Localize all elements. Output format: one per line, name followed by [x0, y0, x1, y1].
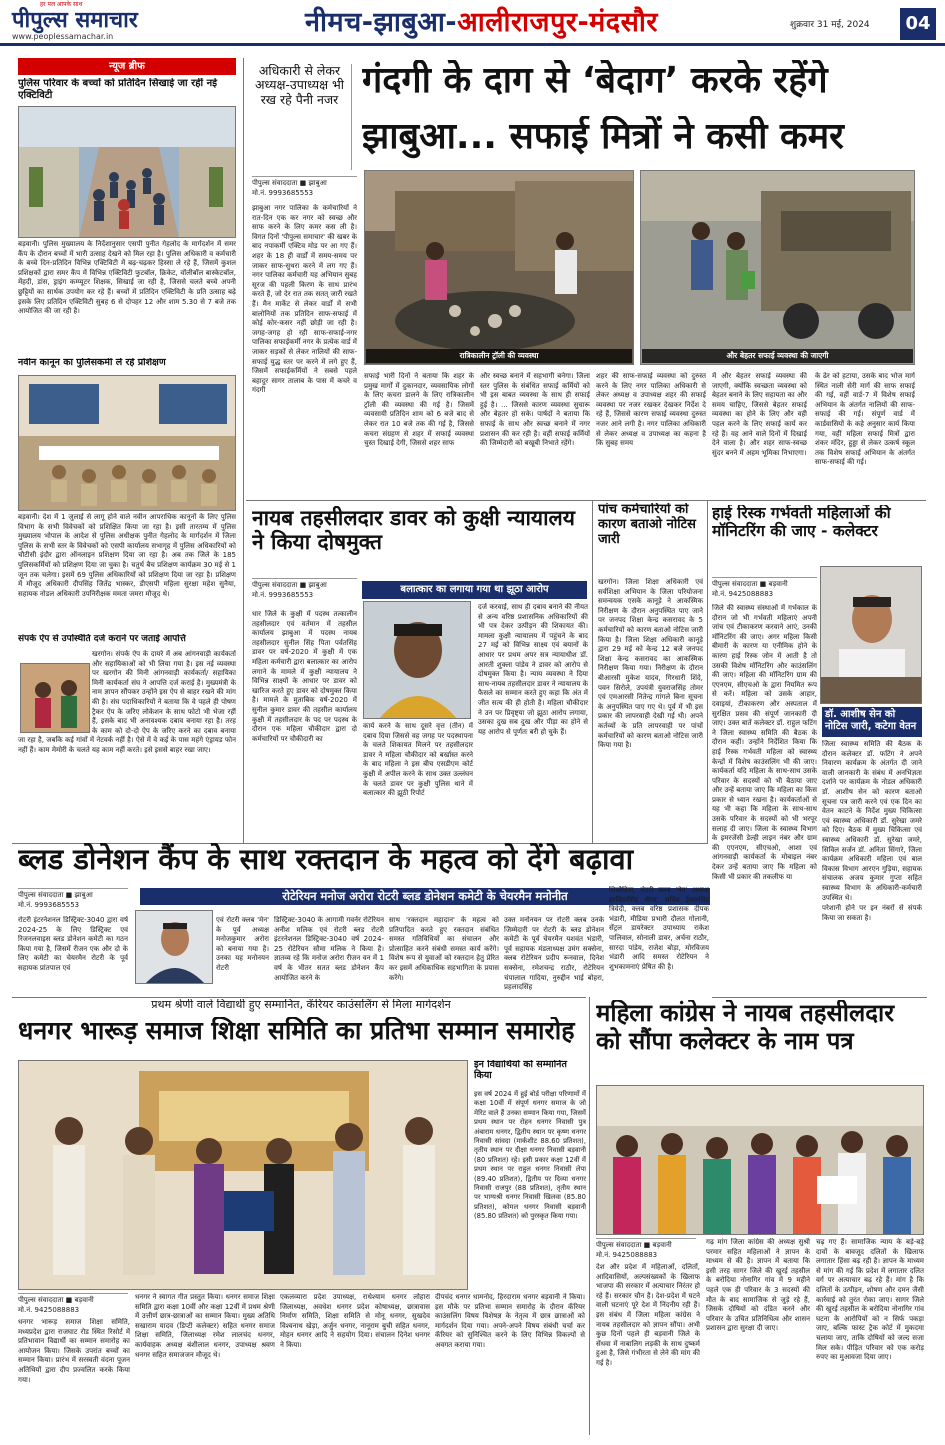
lead-col-5: में और बेहतर सफाई व्यवस्था की जाएगी, क्योंकि स्वच्छता व्यवस्था को बेहतर बनाने के लिए सहायता का और समय चाहिए, जिससे बेहतर सफाई व्यवस्था का होने के लिए और वही पहल करने के लिए सफाई कार्य कर रहे हैं। वह आने वाले दिनों में दिखाई देने वाला है। और शहर साफ-स्वच्छ सुंदर बनने में अहम भूमिका निभाएगा।	[712, 372, 807, 457]
samaj-byline	[18, 1293, 128, 1315]
divider	[12, 997, 586, 998]
samaj-byline-mobile: मो.नं. 9425088883	[18, 1306, 80, 1314]
night-trolley-photo	[364, 170, 634, 365]
truck-cleaning-photo	[640, 170, 915, 365]
blood-col-3: डिस्ट्रिक्ट-3040 के आगामी गवर्नर रोटेरियन अनीश मलिक एवं रोटरी ब्लड रोटरी इंटरनेशनल डिस्ट्रिक्ट-3040 वर्ष 2024-25 रोटेरियन सौमा मलिक ने किया है। ज्ञातव्य रहे कि मनोज अरोरा रीजन वन में 1 वर्ष के भीतर सतत ब्लड डोनेशन कैंप आयोजित करने के	[274, 916, 384, 982]
women-side-body: जिला स्वास्थ्य समिति की बैठक के दौरान कलेक्टर डॉ. फटिंग ने अपने निवारण कार्यक्रम के अंतर्गत दी जाने वाली जानकारी के संबंध में अनभिज्ञता दर्शाने पर कार्यक्रम के नोडल अधिकारी डॉ. आशीष सेन को कारण बताओ सूचना पत्र जारी करने एवं एक दिन का वेतन काटने के निर्देश मुख्य चिकित्सा एवं स्वास्थ्य अधिकारी डॉ. सुरेखा जमरे को दिए। बैठक में मुख्य चिकित्सा एवं स्वास्थ्य अधिकारी डॉ. सुरेखा जमरे, सिविल सर्जन डॉ. अनिता सिंगारे, जिला कार्यक्रम अधिकारी महिला एवं बाल विकास विभाग आरएन गुड़िया, सहायक संचालक अजय कुमार गुप्ता सहित स्वास्थ्य विभाग के अधिकारी-कर्मचारी उपस्थित थे।	[822, 740, 922, 902]
blood-byline-mobile: मो.नं. 9993685553	[18, 901, 80, 909]
arora-portrait	[135, 910, 213, 984]
women-byline	[712, 577, 817, 599]
ceremony-illustration	[19, 1061, 468, 1290]
congress-memorandum-photo	[596, 1085, 924, 1235]
lead-col-1: झाबुआ नगर पालिका के कर्मचारियों ने रात-दिन एक कर नगर को स्वच्छ और साफ करने के लिए कमर कस ली है। विगत दिनों 'पीपुल्स समाचार' की खबर के बाद नपाकर्मी एक्टिव मोड पर आ गए हैं। शहर के 18 ही वार्डों में समय-समय पर जाकर साफ-सुथरा करने में लग गए हैं। नगर पालिका कर्मचारी यह अभियान सुबह सूरज की पहली किरण के साथ प्रारंभ करते हैं, जो देर रात तक सतत् जारी रखते हैं। मैन मार्केट से लेकर वार्डों में सभी बालोनियों तक प्रतिदिन साफ-सफाई में कोई कोर-कसर नहीं छोड़ी जा रही है। जगह-जगह हो रही साफ-सफाई-नगर पालिका सफाईकर्मी नगर के प्रत्येक वार्ड में जाकर सड़कों से लेकर नालियों की साफ-सफाई युद्ध स्तर पर करने में लगे हुए हैं, जिसमें सफाईकर्मियों ने सबसे पहले बहादुर सागर तालाब के पास में कचरे व गंदगी	[252, 204, 357, 395]
tehsildar-byline-mobile: मो.नं. 9993685553	[252, 591, 314, 599]
blood-headline[interactable]: ब्लड डोनेशन कैंप के साथ रक्तदान के महत्व को देंगे बढ़ावा	[18, 843, 634, 876]
masthead	[0, 0, 945, 46]
brief-body-3	[18, 650, 236, 800]
blood-col-2: एवं रोटरी क्लब 'मेन' के पूर्व अध्यक्ष मनोजकुमार अरोरा को बनाया गया है। उनका यह मनोनयन रोटरी	[216, 916, 269, 972]
brief-headline-1[interactable]: पुलिस परिवार के बच्चों को प्रतिदिन सिखाई जा रहीं नई एक्टिविटी	[18, 78, 218, 101]
notice-body: खरगोन। जिला शिक्षा अधिकारी एवं सर्वशिक्षा अभियान के जिला परियोजना समन्वयक एसके कानूड़े ने आकस्मिक निरीक्षण के दौरान अनुपस्थित पाए जाने पर जनपद शिक्षा केन्द्र कसरावद के 5 कर्मचारियों को कारण बताओ नोटिस जारी किया है। जिला शिक्षा अधिकारी कानूड़े द्वारा 29 मई को केन्द्र 12 बजे जनपद शिक्षा केन्द्र कसरावद का आकस्मिक निरीक्षण किया गया। निरीक्षण के दौरान बीआरसी मुकेश यादव, गिरधारी शिंदे, पवन सिरोले, उपयंत्री युवराजसिंह तोमर एवं एमआरसी नितेन्द्र गांगले बिना सूचना के अनुपस्थित पाए गए थे। पूर्व में भी इस प्रकार की लापरवाही देखी गई थी। अपने कर्तव्यों के प्रति लापरवाही पर पांचों कर्मचारियों को कारण बताओ नोटिस जारी किया गया है।	[598, 578, 703, 750]
blood-col-1: रोटरी इंटरनेशनल डिस्ट्रिक्ट-3040 द्वारा वर्ष 2024-25 के लिए डिस्ट्रिक्ट एवं रिजनलवाइस ब्लड डोनेशन कमेटी का गठन किया गया है, जिसमें रीजन एक और दो के लिए कमेटी का चेयरमैन रोटरी के पूर्व सहायक प्रांतपाल एवं	[18, 916, 128, 972]
lead-kicker: अधिकारी से लेकर अध्यक्ष-उपाध्यक्ष भी रख रहे पैनी नजर	[252, 64, 352, 170]
congress-col-2: गढ़ मांग जिला कांग्रेस की अध्यक्ष सुश्री परमार सहित महिलाओं ने ज्ञापन के माध्यम से की है। ज्ञापन में बताया कि इसी तरह सागर जिले की खुरई तहसील के बरोदिया नोनागिर गांव में 9 महीने पहले एक ही परिवार के 3 सदस्यों की मौत के बाद सामाजिक से जुड़े रहे हैं, जिसके दोषियों को दंडित करने और परिवार के उचित प्रतिनिधित्व और शासन प्रशासन द्वारा सुरक्षा दी जाए।	[706, 1238, 810, 1333]
edition-title-a: नीमच-झाबुआ-	[305, 7, 458, 38]
summer-camp-photo	[18, 106, 236, 238]
collector-photo	[820, 566, 922, 704]
brief-headline-3[interactable]: संपर्क ऐप से उपस्थिति दर्ज कराने पर जताई आपत्ति	[18, 634, 186, 644]
women-side-title[interactable]: डॉ. आशीष सेन को नोटिस जारी, कटेगा वेतन	[822, 707, 922, 737]
truck-cleaning-caption: और बेहतर सफाई व्यवस्था की जाएगी	[642, 349, 913, 363]
lead-col-4: शहर की साफ-सफाई व्यवस्था को दुरुस्त करने के लिए नगर पालिका अधिकारी से लेकर अध्यक्ष व उपाध्यक्ष शहर की सफाई व्यवस्था पर नजर रखकर देखकर निर्देश दे रहे हैं, जिससे कारण सफाई व्यवस्था दुरुस्त नजर आने लगी है। नगर पालिका अधिकारी से लेकर अध्यक्ष व उपाध्यक्ष का कहना है कि सुबह समय	[596, 372, 706, 448]
brief-body-1: बड़वानी। पुलिस मुख्यालय के निर्देशानुसार एसपी पुनीत गेहलोद के मार्गदर्शन में समर कैंप के दौरान बच्चों में भारी उत्साह देखने को मिल रहा है। पुलिस अधिकारी व कर्मचारी के बच्चे दिन-प्रतिदिन विभिन्न एक्टिविटी में बढ़-चढ़कर हिस्सा ले रहे हैं, जिसमें कुशल प्रशिक्षकों द्वारा समर कैंप में विभिन्न एक्टिविटी फुटबॉल, क्रिकेट, वॉलीबॉल बास्केटबॉल, मेंहदी, डांस, ड्राइंग कम्प्यूटर शिक्षक, सिखाई जा रही है, जिससे चलते बच्चे अपनी छुट्टियों का सार्थक उपयोग कर रहे हैं। बच्चों में प्रतिदिन एक्टिविटी के प्रति उत्साह बढ़े इसके लिए प्रतिदिन एक्टिविटी सुबह 6 से दोपहर 12 और शाम 5.30 से 7 बजे तक आयोजित की जा रही है।	[18, 240, 236, 316]
women-headline[interactable]: हाई रिस्क गर्भवती महिलाओं की मॉनिटरिंग की जाए - कलेक्टर	[712, 505, 891, 540]
divider	[707, 500, 708, 843]
page-number: 04	[900, 8, 936, 40]
samaj-kicker: प्रथम श्रेणी वाले विद्यार्थी हुए सम्मानित, कॅरियर काउंसलिंग से मिला मार्गदर्शन	[151, 999, 451, 1011]
lead-headline-1[interactable]: गंदगी के दाग से ‘बेदाग’ करके रहेंगे	[362, 60, 828, 101]
brand-tagline: हर पल आपके साथ	[40, 1, 83, 8]
blood-col-6: सिसौदिया, रोटरी क्लब 'मेन' अध्यक्ष हरविंदरसिंह भीमा, सचिव ईश्वरसिंह त्रिवेदी, क्लब वरिष्ठ प्रशासक दीपक भंडारी, मीडिया प्रभारी दौलत गोलानी, सेंट्रल डायरेक्टर उपाध्याय राकेश पालिवाल, सोनाली डावर, अर्चना राठौर, सारदा पांडेय, राजेश बोड़ा, मोरविजय भंडारी आदि समस्त रोटेरियन ने शुभकामनाएं प्रेषित की है।	[609, 886, 709, 971]
congress-col-1: देश और प्रदेश में महिलाओं, दलितों, आदिवासियों, अल्पसंख्यकों के खिलाफ भाजपा की सरकार में अत्याचार निरंतर हो रहे हैं। सरकार चौन है। देश-प्रदेश में घटने वाली घटनाएं पूरे देश में निंदनीय रही हैं। इस संबंध में जिला महिला कांग्रेस ने नायब तहसीलदार को ज्ञापन सौंपा। अभी कुछ दिनों पहले ही बड़वानी जिले के सेंधवा में नाबालिग लड़की के साथ दुष्कर्म हुआ है, जिसे गंभीरता से लेने की मांग की गई है।	[596, 1263, 700, 1367]
divider	[243, 58, 244, 843]
samaj-headline[interactable]: धनगर भारूड़ समाज शिक्षा समिति का प्रतिभा सम्मान समारोह	[18, 1017, 575, 1045]
tehsildar-portrait	[363, 601, 471, 719]
divider	[246, 500, 926, 501]
samaj-sidebar-body: इस वर्ष 2024 में हुई बोर्ड परीक्षा परिणामों में कक्षा 10वीं में संपूर्ण धनगर समाज के जो मेरिट वाले हैं उनका सम्मान किया गया, जिसमें प्रथम स्थान पर रोहन धनगर निवासी पुत्र अंबाराम धनगर, द्वितीय स्थान पर कृष्ण धनगर निवासी सांवदा (मार्कशीट 88.60 प्रतिशत), तृतीय स्थान पर दीक्षा धनगर निवासी बड़वानी (80 प्रतिशत) रहे। इसी प्रकार कक्षा 12वीं में प्रथम स्थान पर राहुल धनगर निवासी लेपा (89.40 प्रतिशत), द्वितीय पर दिव्या धनगर निवासी राजपुर (88 प्रतिशत), तृतीय स्थान पर भाग्यश्री धनगर निवासी खिलवा (85.80 प्रतिशत), कोमल धनगर निवासी बड़वानी (85.80 प्रतिशत) को पुरस्कृत किया गया।	[474, 1090, 586, 1221]
samaj-ceremony-photo	[18, 1060, 468, 1290]
lead-headline-2[interactable]: झाबुआ... सफाई मित्रों ने कसी कमर	[362, 116, 844, 157]
police-training-photo	[18, 375, 236, 511]
brief-body-2: बड़वानी। देश में 1 जुलाई से लागू होने वाले नवीन आपराधिक कानूनों के लिए पुलिस विभाग के सभी विवेचकों को प्रशिक्षित किया जा रहा है। इसी तारतम्य में पुलिस मुख्यालय भोपाल के आदेश से पुलिस अधीक्षक पुनीत गेहलोद के मार्गदर्शन में जिला पुलिस के सभी स्तर के विवेचकों को एसपी कार्यालय सभागृह में पुलिस अधिकारियों को चौटीसी इंदौर द्वारा ऑनलाइन प्रशिक्षण दिया जा रहा है। अब तक जिले के 185 पुलिसकर्मियों को प्रशिक्षण दिया जा चुका है। चतुर्थ बैच प्रशिक्षण कार्यक्रम 30 मई से 1 जून तक चलेगा। इसमें 69 पुलिस अधिकारियों को प्रशिक्षण दिया जा रहा है। प्रशिक्षण में मौजूद अधिकारी दीपसिंह जितेंद्र भास्कर, डीएसपी महिला सुरक्षा महेश सुनैया, सहायक नोडल अधिकारी उपनिरीक्षक ममता जमरा मौजूद थे।	[18, 513, 236, 598]
samaj-col-2: धनगर ने स्वागत गीत प्रस्तुत किया। धनगर समाज शिक्षा समिति द्वारा कक्षा 10वीं और कक्षा 12वीं में प्रथम श्रेणी में उत्तीर्ण छात्र-छात्राओं का सम्मान किया। मुख्य अतिथि सखाराम यादव (डिप्टी कलेक्टर) सहित धनगर समाज शिक्षा समिति, जिलाध्यक्ष रमेश लालचंद धनगर, कार्यवाहक अध्यक्ष बंशीलाल धनगर, उपाध्यक्ष श्रवण धनगर सहित समाजजन मौजूद थे।	[135, 1293, 275, 1359]
arora-portrait-illustration	[136, 911, 213, 984]
lead-byline	[252, 176, 357, 198]
divider	[712, 997, 927, 998]
samaj-sidebar-title[interactable]: इन विद्यार्थियों को सम्मानित किया	[474, 1060, 567, 1081]
samaj-col-3: एकलव्यारा प्रदेश उपाध्यक्ष, राधेश्याम धनगर लोहारा जिलाध्यक्ष, अवधेश धनगर प्रदेश कोषाध्यक्ष, छात्रावास निर्माण समिति, शिक्षा समिति से मोनू धनगर, सुखदेव विश्वनाथ खेड़ा, अर्जुन धनगर, नानूराम बुची सहित धनगर, मोहन धनगर आदि ने सहयोग दिया। संचालन दिनेश धनगर ने किया।	[280, 1293, 430, 1349]
samaj-byline-name: पीपुल्स संवाददाता ■ बड़वानी	[18, 1296, 94, 1304]
samaj-col-4: दीपचंद धनगर धामनोद, हिरदाराम धनगर बड़वानी ने किया। इस मौके पर प्रतिभा सम्मान समारोह के दौरान कॅरियर काउंसलिंग विषय विशेषज्ञ के नेतृत्व में छात्र छात्राओं को मार्गदर्शन दिया गया। अपने-अपने विषय संबंधी चर्चा कर कॅरियर को सुनिश्चित करने के लिए विभिन्न विकल्पों से अवगत कराया गया।	[435, 1293, 585, 1349]
divider	[592, 500, 593, 843]
tehsildar-col-1: धार जिले के कुक्षी में पदस्थ तत्कालीन तहसीलदार एवं वर्तमान में तहसील कार्यालय झाबुआ में पदस्थ नायब तहसीलदार सुनील सिंह पिता पर्वतसिंह डावर पर वर्ष-2020 में कुक्षी में एक महिला कर्मचारी द्वारा बलात्कार का आरोप लगाने के मामले में कुक्षी न्यायालय ने विभिन्न साक्ष्यों के आधार पर डावर को खारिज करते हुए डावर को दोषमुक्त किया है। मामले के मुताबिक वर्ष-2020 में सुनील कुमार डावर की तहसील कार्यालय कुक्षी में तहसीलदार के पद पर पदस्थ के दौरान एक महिला चौकीदार द्वारा दो कर्मचारियों पर चौकीदारी का	[252, 610, 357, 743]
blood-byline-name: पीपुल्स संवाददाता ■ झाबुआ	[18, 891, 93, 899]
blood-subhead: रोटेरियन मनोज अरोरा रोटरी ब्लड डोनेशन कमेटी के चेयरमैन मनोनीत	[140, 888, 710, 905]
lead-byline-name: पीपुल्स संवाददाता ■ झाबुआ	[252, 179, 327, 187]
divider	[589, 997, 590, 1435]
collector-illustration	[821, 567, 922, 704]
float-spacer	[18, 650, 92, 732]
tehsildar-byline-name: पीपुल्स संवाददाता ■ झाबुआ	[252, 581, 327, 589]
samaj-col-1: धनगर भारूड़ समाज शिक्षा समिति, मध्यप्रदेश द्वारा राजघाट रोड स्थित रिसोर्ट में प्रतिभावान विद्यार्थी का सम्मान समारोह का आयोजन किया। जिसके उपरांत बच्चों का सम्मान किया। प्रारंभ में सरस्वती वंदना पूजन अतिथियों द्वारा दीप प्रज्वलित करके किया गया।	[18, 1318, 130, 1384]
police-training-illustration	[19, 376, 236, 511]
blood-byline	[18, 888, 128, 910]
congress-byline-name: पीपुल्स संवाददाता ■ बड़वानी	[596, 1241, 672, 1249]
blood-col-5: उक्त मनोनयन पर रोटरी क्लब उनके जिम्मेदारी पर रोटरी के ब्लड डोनेशन कमेटी के पूर्व चेयरमैन यशवंत भंडारी, पूर्व सहायक मंडलाध्यक्ष उमंग सक्सेना, क्लब रोटेरियन प्रदीप रूनवाल, दिनेश सक्सेना, रमेशचन्द्र राठौर, रोटेरियन चंपालाल गादिया, नुरुद्दीन भाई बोहरा, प्रहलादसिंह	[504, 916, 604, 992]
edition-title-b: आलीराजपुर-मंदसौर	[457, 7, 658, 38]
women-byline-mobile: मो.नं. 9425088883	[712, 590, 774, 598]
night-trolley-illustration	[365, 171, 634, 365]
news-brief-label: न्यूज ब्रीफ	[18, 58, 236, 75]
blood-col-4: साथ 'रक्तदान महादान' के महत्व को प्रतिपादित करते हुए रक्तदान संबंधित समस्त गतिविधियों का संचालन और प्रोत्साहित करने संबंधी समस्त कार्य करेंगे। विशेष रूप से युवाओं को रक्तदान हेतु प्रेरित कर इसमें अधिकाधिक सहभागिता के प्रयास करेंगे।	[389, 916, 499, 982]
women-byline-name: पीपुल्स संवाददाता ■ बड़वानी	[712, 580, 788, 588]
memorandum-illustration	[597, 1086, 924, 1235]
brief-body-3-text: खरगोन। संपर्क ऐप के दायरे में अब आंगनवाड़ी कार्यकर्ता और सहायिकाओं को भी लिया गया है। इस नई व्यवस्था पर खरगोन की मिनी आंगनवाड़ी कार्यकर्ता/ सहायिका मिनी कार्यकर्ता संघ ने आपत्ति दर्ज कराई है। मुख्यमंत्री के नाम ज्ञापन सौंपकर उन्होंने इस ऐप से बाहर रखने की मांग की है। संघ पदाधिकारियों ने बताया कि वे पहले ही पोषण ट्रैकर ऐप के जरिए लोकेशन के साथ फोटो भी भेजा रहीं हैं, इसके बाद भी अनावश्यक दबाव बनाया रहा है। तरह के काम को दो-दो ऐप के जरिए करने का दबाव बनाया जा रहा है, जबकि कई गांवों में नेटवर्क नहीं है। ऐसे में वे कई के पास महंगे एंड्रायड फोन नहीं हैं। काम मेमोरी के चलते यह काम नहीं करते। इसे इससे बाहर रखा जाए।	[18, 650, 236, 754]
women-col-1: जिले की स्वास्थ्य संस्थाओं में गर्भकाल के दौरान जो भी गर्भवती महिलाएं अपनी जांच एवं टीकाकरण करवाने आएं, उनकी मॉनिटरिंग की जाए। अगर महिला किसी बीमारी के कारण या एनीमिक होने के कारण हाई रिस्क जोन में आती है तो उसकी विशेष मॉनिटरिंग और काउंसलिंग की जाए। महिला की मॉनिटरिंग ग्राम की एएनएम, सीएचओ के द्वारा नियमित रूप से करें। महिला को उसके आहार, दवाइयां, टीकाकरण और अस्पताल में सुरक्षित प्रसव की संपूर्ण जानकारी दी जाए। उक्त बातें कलेक्टर डॉ. राहुल फटिंग ने जिला स्वास्थ्य समिति की बैठक के दौरान कहीं। उन्होंने निर्देशित किया कि हाई रिस्क गर्भवती महिला को स्वास्थ्य केन्द्रों में विशेष काउंसलिंग भी की जाए। कार्यकर्ता यदि महिला के साथ-साथ उसके परिवार के सदस्यों को भी बैठाया जाए और उन्हें बताया जाए कि महिला का किस प्रकार से ध्यान रखना है। कार्यकर्ताओं से यह भी कहा कि महिला के साथ-साथ उसके परिवार के सदस्यों को भी भरपूर सलाह दी जाए। जिला के स्वास्थ्य विभाग के इमरजेंसी डेल्ही लाइन नंबर और ग्राम की एएनएम, सीएचओ, आशा एवं आंगनवाड़ी कार्यकर्ता के मोबाइल नंबर देकर उन्हें बताया जाए कि महिला को किसी भी प्रकार की तकलीफ या	[712, 604, 817, 881]
tehsildar-col-2: कार्य करने के साथ दूसरे वृत्त (तीन) में दबाव दिया जिससे वह जगह पर पदस्थापना के चलते शिकायत मिलने पर तहसीलदार डावर ने महिला चौकीदार को बर्खास्त करने के बाद महिला ने इस बीच एसडीएम कोर्ट कुक्षी में अपील करने के साथ उक्त उल्लंघन के चलते डावर पर कुक्षी पुलिस थाने में बलात्कार की झूठी रिपोर्ट	[363, 722, 473, 798]
issue-date: शुक्रवार 31 मई, 2024	[790, 20, 870, 30]
night-trolley-caption: रात्रिकालीन ट्रॉली की व्यवस्था	[366, 349, 632, 363]
truck-cleaning-illustration	[641, 171, 915, 365]
summer-camp-illustration	[19, 107, 236, 238]
women-tail: परेशानी होने पर इन नंबरों से संपर्क किया जा सकता है।	[822, 904, 922, 922]
tehsildar-banner: बलात्कार का लगाया गया था झूठा आरोप	[362, 581, 587, 599]
website-link[interactable]: www.peoplessamachar.in	[12, 32, 114, 41]
notice-headline[interactable]: पांच कर्मचारियों को कारण बताओ नोटिस जारी	[598, 503, 696, 547]
tehsildar-byline	[252, 578, 357, 600]
portrait-illustration	[364, 602, 471, 719]
lead-col-2: सफाई भारी दिनों ने बताया कि शहर के प्रमुख मार्गों में दुकानदार, व्यवसायिक लोगों के लिए कचरा डालने के लिए रात्रिकालीन ट्रॉली की व्यवस्था की गई है। जिसमें व्यवसायी प्रतिदिन शाम को 6 बजे बाद से लेकर रात 10 बजे तक की गई है, जिससे कचरा संग्रहण से शहर में सफाई व्यवस्था चुस्त दिखाई देगी, जिससे शहर साफ	[364, 372, 474, 448]
lead-byline-mobile: मो.नं. 9993685553	[252, 189, 314, 197]
congress-col-3: चढ़ गए हैं। सामाजिक न्याय के बड़े-बड़े दावों के बावजूद दलितों के खिलाफ लगातार हिंसा बढ़ रही है। ज्ञापन के माध्यम से मांग की गई कि प्रदेश में लगातार दलित वर्ग पर अत्याचार बढ़ रहे हैं। मांग है कि दलितों के उत्पीड़न, शोषण और दमन जैसी कार्रवाई को तुरंत रोका जाए। सागर जिले की खुरई तहसील के बरोदिया नोनागिर गांव घटना के आरोपियों को न सिर्फ पकड़ा जाए, बल्कि फास्ट ट्रैक कोर्ट में मुकदमा चलाया जाए, ताकि दोषियों को जल्द सजा मिल सके। पीड़ित परिवार को एक करोड़ रुपए का मुआवजा दिया जाए।	[816, 1238, 924, 1362]
congress-byline-mobile: मो.नं. 9425088883	[596, 1251, 658, 1259]
tehsildar-col-3: दर्ज करवाई, साथ ही दबाव बनाने की नीयत से अन्य वरिष्ठ प्रशासनिक अधिकारियों की भी पत्र देकर उत्पीड़न की शिकायत की। मामला कुक्षी न्यायालय में पहुंचने के बाद 27 मई को विभिन्न साक्ष्य एवं बयानों के आधार पर प्रथम अपर सत्र न्यायाधीश डॉ. आरती शुक्ला पांडेय ने डावर को आरोप से दोषमुक्त किया है। न्याय व्यवस्था ने दिया साथ-नायब तहसीलदार डावर ने न्यायालय के फैसले का सम्मान करते हुए कहा कि अंत में जीत सत्य की ही होती है। महिला चौकीदार ने उन पर प्रिवृष्ट्या जो झूठा आरोप लगाया, उसका दुख सब दुख और पीड़ा का होने से यह आरोप से पूर्णतः बरी हो चुके हैं।	[478, 603, 588, 736]
congress-headline[interactable]: महिला कांग्रेस ने नायब तहसीलदार को सौंपा कलेक्टर के नाम पत्र	[596, 1000, 895, 1055]
tehsildar-headline[interactable]: नायब तहसीलदार डावर को कुक्षी न्यायालय ने किया दोषमुक्त	[252, 506, 575, 555]
lead-col-3: और स्वच्छ बनाने में सहभागी बनेगा। जिला स्तर पुलिस के संबंधित सफाई कर्मियों को भी इस बाबत व्यवस्था के साथ ही सफाई हुई है। ... जिससे कारण व्यवस्था सुचारू और बेहतर हो सके। पार्षदों ने बताया कि सफाई के साथ और स्वच्छ बनाने में नगर प्रशासन की कर रही है। वहीं सफाई कर्मियों की जिम्मेदारी को बखूबी निभाते रहेंगे।	[480, 372, 590, 448]
brief-headline-2[interactable]: नवीन कानून का पुलिसकर्मी ले रहे प्रशिक्षण	[18, 358, 166, 368]
brand-logo[interactable]: पीपुल्स समाचार	[12, 8, 138, 33]
lead-col-6: के ढेर को हटाया, उसके बाद भोज मार्ग स्थित नाली सेरी मार्ग की साफ सफाई की गई, वहीं वार्ड-7 में विशेष सफाई अभियान के अंतर्गत नालियों की साफ-सफाई की गई। संपूर्ण वार्ड में कार्डवासियों के कहे अनुसार कार्य किया गया, वहीं महिला सफाई मित्रों द्वारा शंकर मंदिर, हुड्डा से लेकर उत्कर्ष स्कूल तक विशेष सफाई अभियान के अंतर्गत साफ-सफाई की गई।	[815, 372, 915, 467]
congress-byline	[596, 1238, 696, 1260]
edition-title	[305, 2, 658, 39]
